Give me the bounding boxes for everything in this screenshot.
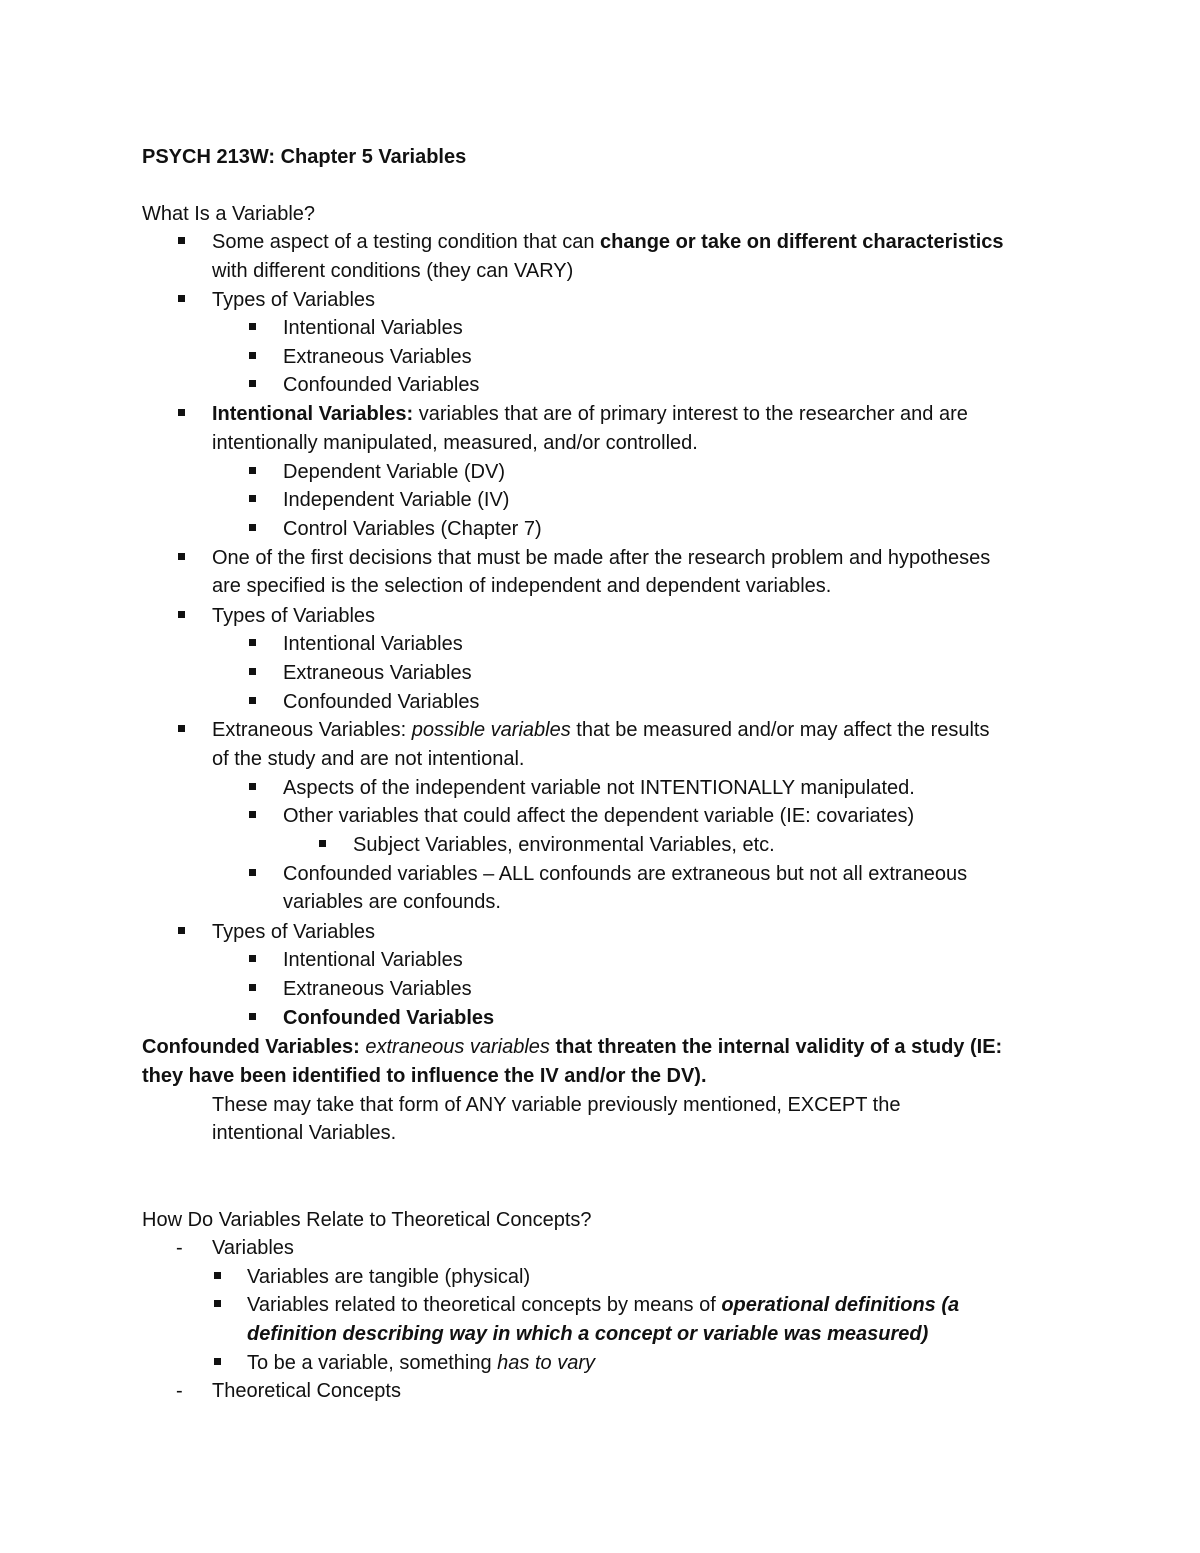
bullet-icon: [214, 1300, 221, 1307]
confounded-note-continuation: intentional Variables.: [212, 1122, 397, 1144]
list-item-theoretical-concepts: Theoretical Concepts: [212, 1380, 401, 1402]
sub-list-item: Confounded Variables: [283, 374, 480, 396]
dash-bullet: -: [176, 1380, 183, 1402]
bullet-icon: [178, 295, 185, 302]
text-segment: that threaten the internal validity of a study (IE:: [549, 1036, 1003, 1058]
sub-list-item: Confounded Variables: [283, 691, 480, 713]
sub-list-item: Extraneous Variables: [283, 978, 472, 1000]
text-segment: that be measured and/or may affect the results: [570, 719, 990, 741]
text-segment: Extraneous Variables:: [212, 719, 412, 741]
text-segment: Some aspect of a testing condition that can: [212, 231, 601, 253]
list-item-continuation: with different conditions (they can VARY): [212, 260, 574, 282]
sub-list-item: Intentional Variables: [283, 949, 463, 971]
bullet-icon: [214, 1272, 221, 1279]
list-item-types-of-variables: Types of Variables: [212, 605, 376, 627]
list-item-variables: Variables: [212, 1237, 294, 1259]
sub-list-item-highlighted: Confounded Variables: [283, 1007, 495, 1029]
sub-list-item: Intentional Variables: [283, 633, 463, 655]
bullet-icon: [319, 840, 326, 847]
bullet-icon: [249, 323, 256, 330]
sub-list-item-continuation: definition describing way in which a concept or variable was measured): [247, 1323, 929, 1345]
list-item-types-of-variables: Types of Variables: [212, 921, 376, 943]
term-label: Intentional Variables:: [212, 403, 414, 425]
section-heading-theoretical-concepts: How Do Variables Relate to Theoretical Concepts?: [142, 1209, 592, 1231]
sub-list-item: Confounded variables – ALL confounds are extraneous but not all extraneous: [283, 863, 968, 885]
bullet-icon: [249, 1013, 256, 1020]
emphasis-text: possible variables: [411, 719, 571, 741]
list-item-types-of-variables: Types of Variables: [212, 289, 376, 311]
text-segment: variables that are of primary interest to the researcher and are: [413, 403, 968, 425]
sub-list-item: Variables are tangible (physical): [247, 1266, 531, 1288]
bullet-icon: [249, 524, 256, 531]
sub-list-item: [247, 1349, 595, 1377]
emphasis-text: extraneous variables: [365, 1036, 550, 1058]
sub-list-item: Independent Variable (IV): [283, 489, 510, 511]
bullet-icon: [214, 1358, 221, 1365]
list-item-decisions: One of the first decisions that must be made after the research problem and hypotheses: [212, 547, 991, 569]
bullet-icon: [249, 783, 256, 790]
confounded-definition: [142, 1033, 1002, 1061]
bullet-icon: [249, 467, 256, 474]
list-item-continuation: of the study and are not intentional.: [212, 748, 525, 770]
sub-list-item: Aspects of the independent variable not INTENTIONALLY manipulated.: [283, 777, 915, 799]
emphasis-text: change or take on different characteristics: [600, 231, 1004, 253]
sub-list-item: Control Variables (Chapter 7): [283, 518, 542, 540]
bullet-icon: [178, 611, 185, 618]
sub-list-item: Other variables that could affect the dependent variable (IE: covariates): [283, 805, 915, 827]
sub-list-item-continuation: variables are confounds.: [283, 891, 501, 913]
list-item-intentional-variables: [212, 400, 968, 428]
sub-list-item: Extraneous Variables: [283, 346, 472, 368]
sub-list-item: Intentional Variables: [283, 317, 463, 339]
text-segment: Variables related to theoretical concepts by means of: [247, 1294, 722, 1316]
list-item-definition: [212, 228, 1004, 256]
bullet-icon: [249, 955, 256, 962]
bullet-icon: [249, 380, 256, 387]
section-heading-what-is-variable: What Is a Variable?: [142, 203, 316, 225]
bullet-icon: [249, 869, 256, 876]
bullet-icon: [249, 984, 256, 991]
sub-list-item: Dependent Variable (DV): [283, 461, 505, 483]
bullet-icon: [178, 237, 185, 244]
sub-list-item: Extraneous Variables: [283, 662, 472, 684]
term-label: Confounded Variables:: [142, 1036, 366, 1058]
bullet-icon: [249, 495, 256, 502]
dash-bullet: -: [176, 1237, 183, 1259]
bullet-icon: [178, 927, 185, 934]
bullet-icon: [178, 409, 185, 416]
list-item-extraneous-variables: [212, 716, 989, 744]
confounded-definition-continuation: they have been identified to influence the IV and/or the DV).: [142, 1065, 707, 1087]
bullet-icon: [249, 811, 256, 818]
emphasis-text: has to vary: [497, 1352, 595, 1374]
bullet-icon: [249, 639, 256, 646]
sub-list-item-operational-definitions: [247, 1291, 959, 1319]
confounded-note: These may take that form of ANY variable previously mentioned, EXCEPT the: [212, 1094, 901, 1116]
bullet-icon: [249, 668, 256, 675]
list-item-continuation: intentionally manipulated, measured, and/or controlled.: [212, 432, 698, 454]
bullet-icon: [178, 725, 185, 732]
bullet-icon: [249, 352, 256, 359]
list-item-continuation: are specified is the selection of independent and dependent variables.: [212, 575, 832, 597]
emphasis-text: operational definitions (a: [721, 1294, 960, 1316]
text-segment: To be a variable, something: [247, 1352, 498, 1374]
document-title: PSYCH 213W: Chapter 5 Variables: [142, 146, 467, 168]
bullet-icon: [178, 553, 185, 560]
sub-sub-list-item: Subject Variables, environmental Variables, etc.: [353, 834, 775, 856]
bullet-icon: [249, 697, 256, 704]
